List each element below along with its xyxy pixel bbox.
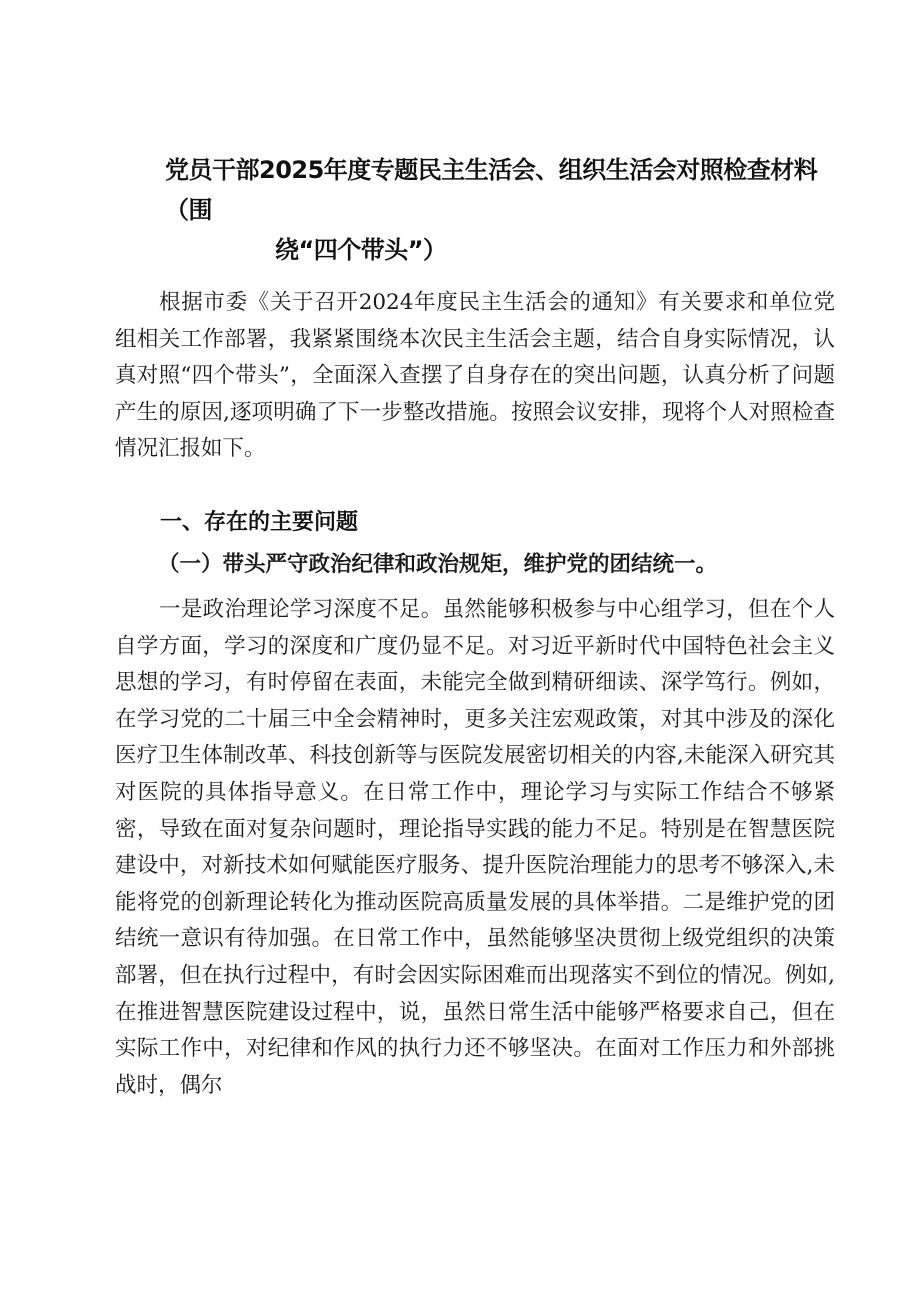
- title-line-1: 党员干部2025年度专题民主生活会、组织生活会对照检查材料（围: [165, 156, 818, 224]
- body-paragraph: 一是政治理论学习深度不足。虽然能够积极参与中心组学习，但在个人自学方面，学习的深度和广度仍显不足。对习近平新时代中国特色社会主义思想的学习，有时停留在表面，未能完全做到精研细读、深学笃行。例如，在学习党的二十届三中全会精神时，更多关注宏观政策，对其中涉及的深化医疗卫生体制改革、科技创新等与医院发展密切相关的内容,未能深入研究其对医院的具体指导意义。在日常工作中，理论学习与实际工作结合不够紧密，导致在面对复杂问题时，理论指导实践的能力不足。特别是在智慧医院建设中，对新技术如何赋能医疗服务、提升医院治理能力的思考不够深入,未能将党的创新理论转化为推动医院高质量发展的具体举措。二是维护党的团结统一意识有待加强。在日常工作中，虽然能够坚决贯彻上级党组织的决策部署，但在执行过程中，有时会因实际困难而出现落实不到位的情况。例如,在推进智慧医院建设过程中，说，虽然日常生活中能够严格要求自己，但在实际工作中，对纪律和作风的执行力还不够坚决。在面对工作压力和外部挑战时，偶尔: [115, 597, 835, 1098]
- subsection-heading: （一）带头严守政治纪律和政治规矩，维护党的团结统一。: [158, 552, 718, 577]
- title-line-2: 绕“四个带头”）: [275, 236, 447, 264]
- intro-paragraph: 根据市委《关于召开2024年度民主生活会的通知》有关要求和单位党组相关工作部署，我紧紧围绕本次民主生活会主题，结合自身实际情况，认真对照“四个带头”，全面深入查摆了自身存在的突出问题，认真分析了问题产生的原因,逐项明确了下一步整改措施。按照会议安排，现将个人对照检查情况汇报如下。: [115, 290, 835, 462]
- section-heading: 一、存在的主要问题: [160, 510, 359, 535]
- document-title: [165, 150, 855, 270]
